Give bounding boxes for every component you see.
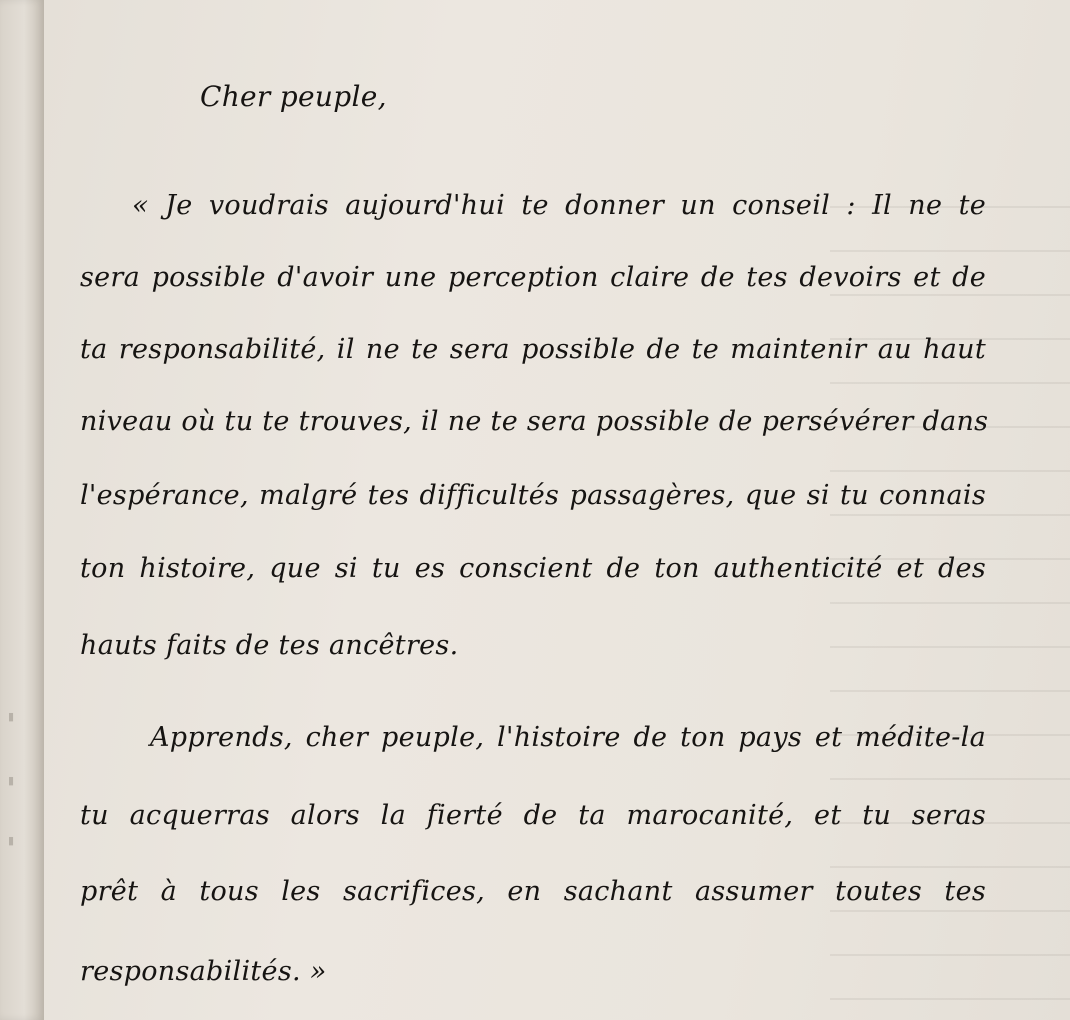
paragraph-1-line-1: « Je voudrais aujourd'hui te donner un conseil : Il ne te (132, 190, 986, 221)
paragraph-2-line-4: responsabilités. » (80, 956, 327, 987)
paragraph-1-line-5: l'espérance, malgré tes difficultés passagères, que si tu connais (80, 480, 986, 511)
paragraph-2-line-1: Apprends, cher peuple, l'histoire de ton pays et médite-la (150, 722, 986, 753)
paragraph-1-line-7: hauts faits de tes ancêtres. (80, 630, 459, 661)
paragraph-1-line-4: niveau où tu te trouves, il ne te sera possible de persévérer dans (80, 406, 989, 437)
show-through-mark: ▮ (8, 774, 15, 787)
paragraph-1-line-6: ton histoire, que si tu es conscient de ton authenticité et des (80, 553, 986, 584)
paragraph-2-line-2: tu acquerras alors la fierté de ta marocanité, et tu seras (80, 800, 986, 831)
salutation: Cher peuple, (200, 80, 387, 113)
paragraph-1-line-3: ta responsabilité, il ne te sera possible de te maintenir au haut (80, 334, 986, 365)
paragraph-2-line-3: prêt à tous les sacrifices, en sachant assumer toutes tes (80, 876, 986, 907)
adjacent-page-edge (0, 0, 44, 1020)
paragraph-1-line-2: sera possible d'avoir une perception claire de tes devoirs et de (80, 262, 986, 293)
page (44, 0, 1070, 1020)
show-through-mark: ▮ (8, 710, 15, 723)
show-through-mark: ▮ (8, 834, 15, 847)
